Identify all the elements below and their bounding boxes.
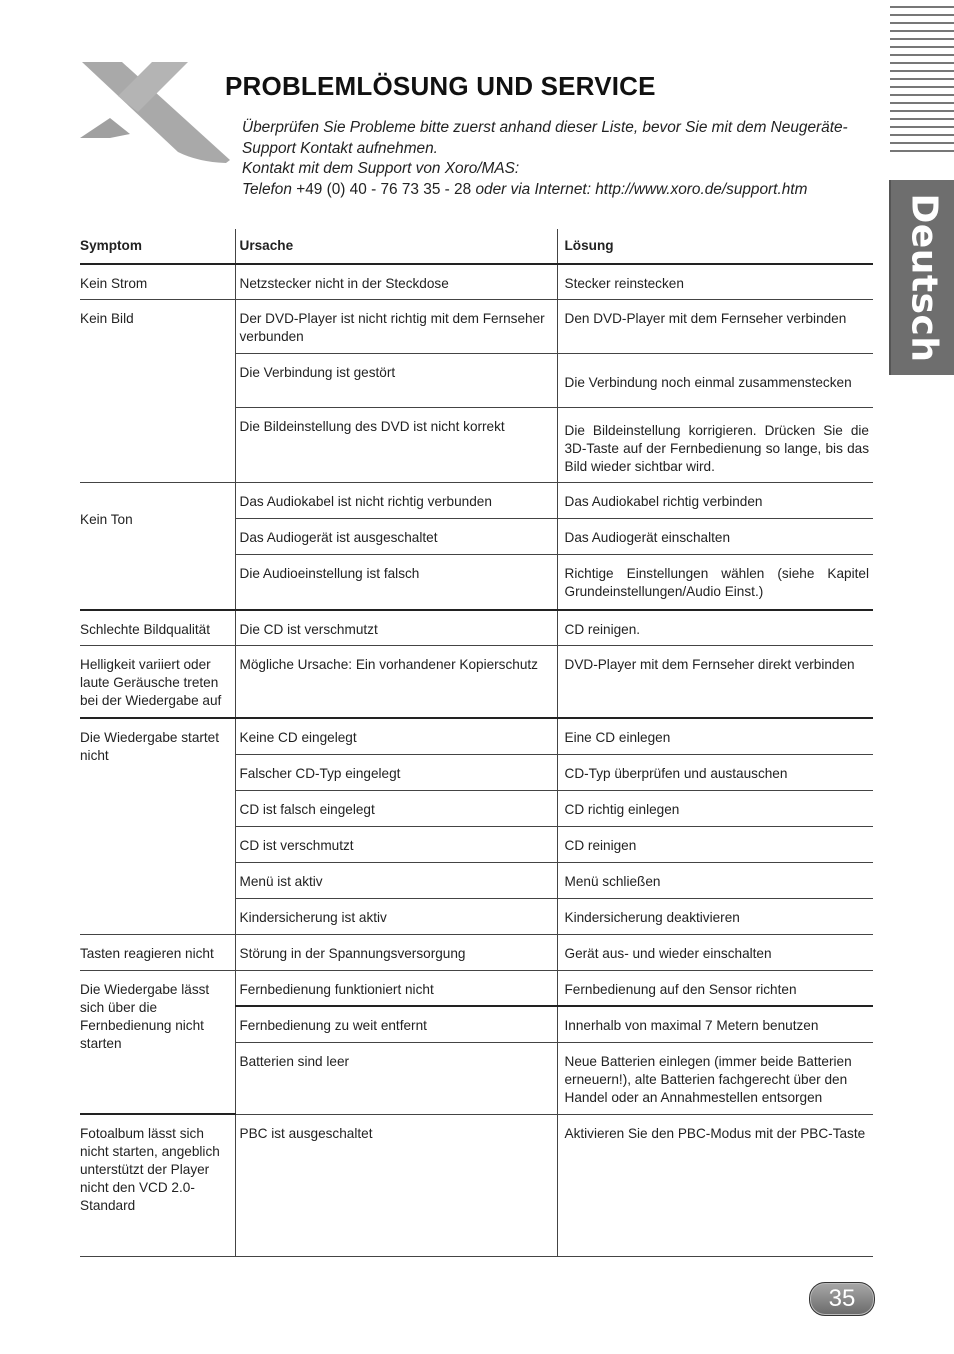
language-tab <box>889 180 954 375</box>
cause-cell: Menü ist aktiv <box>235 862 557 898</box>
cause-cell: PBC ist ausgeschaltet <box>235 1114 557 1256</box>
solution-cell: Richtige Einstellungen wählen (siehe Kapitel Grundeinstellungen/Audio Einst.) <box>557 555 873 610</box>
page-number-badge: 35 <box>809 1282 875 1316</box>
solution-cell: Kindersicherung deaktivieren <box>557 898 873 934</box>
table-row <box>80 934 873 970</box>
symptom-cell: Kein Strom <box>80 264 235 300</box>
solution-cell: Stecker reinstecken <box>557 264 873 300</box>
cause-cell: Die Audioeinstellung ist falsch <box>235 555 557 610</box>
cause-cell: Das Audiokabel ist nicht richtig verbunden <box>235 483 557 519</box>
solution-cell: Eine CD einlegen <box>557 718 873 754</box>
intro-line: Überprüfen Sie Probleme bitte zuerst anhand dieser Liste, bevor Sie mit dem Neugeräte- <box>242 119 848 136</box>
symptom-cell: Helligkeit variiert oder laute Geräusche treten bei der Wiedergabe auf <box>80 645 235 718</box>
solution-cell: CD-Typ überprüfen und austauschen <box>557 754 873 790</box>
table-row <box>80 1114 873 1256</box>
cause-cell: Die Bildeinstellung des DVD ist nicht korrekt <box>235 408 557 483</box>
phone-number: +49 (0) 40 - 76 73 35 - 28 <box>296 180 472 198</box>
xoro-logo-icon <box>78 60 230 164</box>
solution-cell: CD richtig einlegen <box>557 790 873 826</box>
solution-cell: Das Audiogerät einschalten <box>557 519 873 555</box>
decorative-stripes <box>890 6 954 158</box>
cause-cell: Störung in der Spannungsversorgung <box>235 934 557 970</box>
symptom-cell: Kein Ton <box>80 483 235 610</box>
cause-cell: Netzstecker nicht in der Steckdose <box>235 264 557 300</box>
symptom-cell: Tasten reagieren nicht <box>80 934 235 970</box>
cause-cell: Mögliche Ursache: Ein vorhandener Kopierschutz <box>235 645 557 718</box>
solution-cell: Gerät aus- und wieder einschalten <box>557 934 873 970</box>
solution-cell: Den DVD-Player mit dem Fernseher verbinden <box>557 300 873 354</box>
cause-cell: Fernbedienung funktioniert nicht <box>235 970 557 1006</box>
solution-cell: Aktivieren Sie den PBC-Modus mit der PBC-Taste <box>557 1114 873 1256</box>
cause-cell: Fernbedienung zu weit entfernt <box>235 1006 557 1042</box>
solution-cell: Fernbedienung auf den Sensor richten <box>557 970 873 1006</box>
symptom-cell: Fotoalbum lässt sich nicht starten, angeblich unterstützt der Player nicht den VCD 2.0-Standard <box>80 1114 235 1256</box>
cause-cell: CD ist falsch eingelegt <box>235 790 557 826</box>
solution-cell: DVD-Player mit dem Fernseher direkt verbinden <box>557 645 873 718</box>
solution-cell: Die Verbindung noch einmal zusammenstecken <box>557 354 873 408</box>
cause-cell: Das Audiogerät ist ausgeschaltet <box>235 519 557 555</box>
header-solution: Lösung <box>557 229 873 264</box>
solution-cell: Das Audiokabel richtig verbinden <box>557 483 873 519</box>
cause-cell: Die Verbindung ist gestört <box>235 354 557 408</box>
intro-text <box>242 118 852 200</box>
solution-cell: Menü schließen <box>557 862 873 898</box>
cause-cell: Kindersicherung ist aktiv <box>235 898 557 934</box>
phone-label: Telefon <box>242 180 292 198</box>
solution-cell: CD reinigen. <box>557 610 873 646</box>
symptom-cell: Die Wiedergabe lässt sich über die Fernbedienung nicht starten <box>80 970 235 1114</box>
internet-text: oder via Internet: http://www.xoro.de/support.htm <box>475 180 808 198</box>
cause-cell: CD ist verschmutzt <box>235 826 557 862</box>
table-row <box>80 300 873 354</box>
solution-cell: CD reinigen <box>557 826 873 862</box>
table-row <box>80 645 873 718</box>
cause-cell: Keine CD eingelegt <box>235 718 557 754</box>
table-header-row <box>80 229 873 264</box>
intro-line: Kontakt mit dem Support von Xoro/MAS: <box>242 160 520 178</box>
language-tab-label: Deutsch <box>903 192 944 363</box>
header-symptom: Symptom <box>80 229 235 264</box>
table-row <box>80 610 873 646</box>
solution-cell: Neue Batterien einlegen (immer beide Batterien erneuern!), alte Batterien fachgerecht über den Handel oder an Annahmestellen entsorgen <box>557 1042 873 1114</box>
intro-line: Support Kontakt aufnehmen. <box>242 139 438 157</box>
symptom-cell: Kein Bild <box>80 300 235 483</box>
solution-cell: Innerhalb von maximal 7 Metern benutzen <box>557 1006 873 1042</box>
cause-cell: Der DVD-Player ist nicht richtig mit dem Fernseher verbunden <box>235 300 557 354</box>
page-title: PROBLEMLÖSUNG UND SERVICE <box>225 71 656 101</box>
symptom-cell: Die Wiedergabe startet nicht <box>80 718 235 934</box>
solution-cell: Die Bildeinstellung korrigieren. Drücken Sie die 3D-Taste auf der Fernbedienung so lange, bis das Bild wieder sichtbar wird. <box>557 408 873 483</box>
symptom-cell: Schlechte Bildqualität <box>80 610 235 646</box>
cause-cell: Die CD ist verschmutzt <box>235 610 557 646</box>
troubleshooting-table <box>80 229 873 1257</box>
table-row <box>80 483 873 519</box>
contact-line <box>242 180 852 201</box>
cause-cell: Falscher CD-Typ eingelegt <box>235 754 557 790</box>
cause-cell: Batterien sind leer <box>235 1042 557 1114</box>
table-row <box>80 970 873 1006</box>
table-row <box>80 264 873 300</box>
header-cause: Ursache <box>235 229 557 264</box>
table-row <box>80 718 873 754</box>
